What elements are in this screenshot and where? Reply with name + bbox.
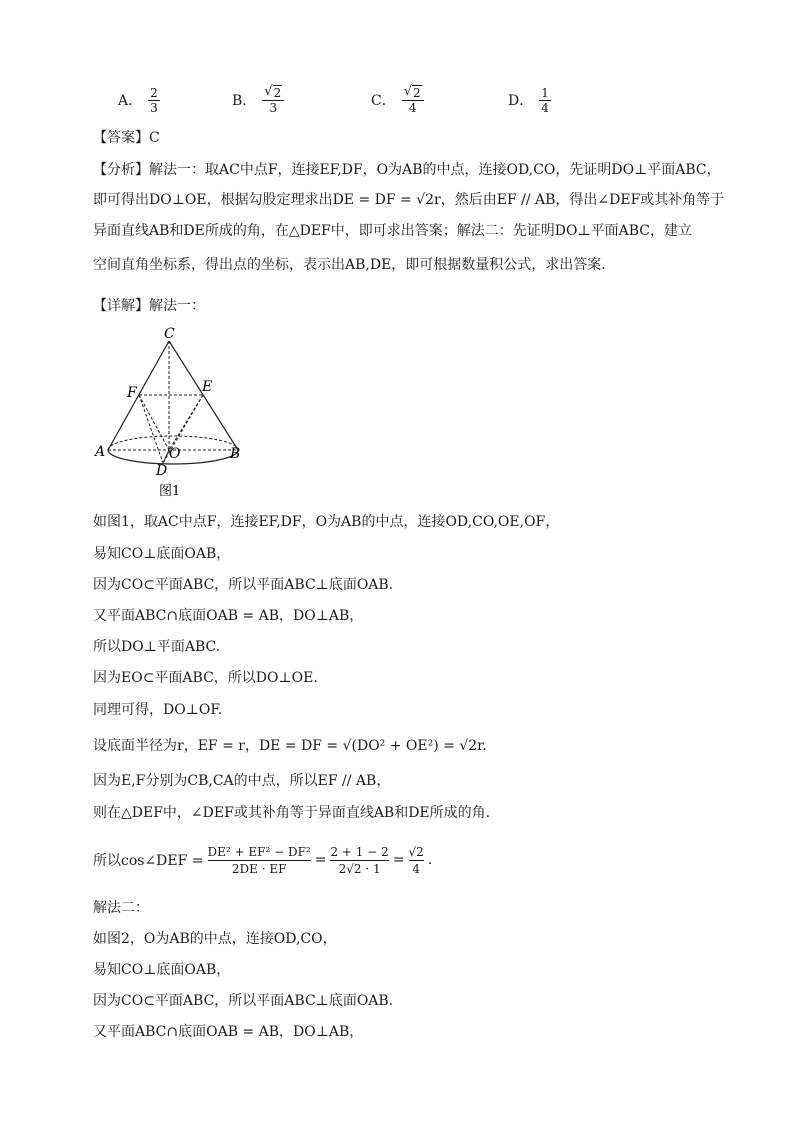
solution2-line-3: 因为CO⊂平面ABC，所以平面ABC⊥底面OAB. bbox=[93, 993, 394, 1009]
cosine-formula: 所以cos∠DEF = DE² + EF² − DF² 2DE · EF = 2 + 1 − 2 2√2 · 1 = √2 4 . bbox=[93, 844, 433, 876]
figure-caption: 图1 bbox=[159, 484, 181, 499]
solution2-line-4: 又平面ABC∩底面OAB = AB，DO⊥AB， bbox=[93, 1024, 364, 1040]
choice-b bbox=[232, 80, 284, 120]
detail-text: 解法一： bbox=[149, 298, 205, 314]
answer-line bbox=[93, 128, 713, 148]
choice-d-fraction bbox=[539, 86, 551, 115]
analysis-line-2: 即可得出DO⊥OE，根据勾股定理求出DE = DF = √2r，然后由EF // AB，得出∠DEF或其补角等于 bbox=[93, 192, 725, 208]
label-o: O bbox=[169, 446, 181, 462]
solution2-line-2: 易知CO⊥底面OAB， bbox=[93, 962, 231, 978]
choice-b-den: 3 bbox=[269, 101, 278, 115]
formula-den-2: 2√2 · 1 bbox=[338, 861, 381, 876]
label-d: D bbox=[156, 463, 168, 479]
solution1-line-1: 如图1，取AC中点F，连接EF,DF，O为AB的中点，连接OD,CO,OE,OF， bbox=[93, 514, 560, 530]
choice-c-fraction: √ 2 4 bbox=[402, 85, 424, 115]
choice-b-letter: B． bbox=[232, 93, 257, 109]
formula-num-2: 2 + 1 − 2 bbox=[330, 844, 389, 859]
solution1-line-2: 易知CO⊥底面OAB， bbox=[93, 546, 231, 562]
detail-label: 【详解】 bbox=[93, 298, 149, 314]
detail-line bbox=[93, 296, 713, 316]
label-e: E bbox=[202, 379, 213, 395]
label-b: B bbox=[230, 446, 241, 462]
solution1-line-9: 因为E,F分别为CB,CA的中点，所以EF // AB， bbox=[93, 773, 391, 789]
formula-den-3: 4 bbox=[412, 861, 420, 876]
label-c: C bbox=[164, 326, 175, 342]
choice-b-fraction: √ 2 3 bbox=[262, 85, 284, 115]
choice-c-letter: C． bbox=[371, 93, 396, 109]
segment-fo bbox=[139, 395, 169, 450]
formula-prefix: 所以cos∠DEF = bbox=[93, 853, 204, 869]
choice-a-letter: A． bbox=[118, 93, 143, 109]
formula-frac-1 bbox=[208, 844, 311, 877]
formula-suffix: . bbox=[427, 852, 433, 868]
analysis-text-1: 解法一：取AC中点F，连接EF,DF，O为AB的中点，连接OD,CO，先证明DO⊥平面ABC， bbox=[149, 162, 721, 178]
solution1-line-6: 因为EO⊂平面ABC，所以DO⊥OE. bbox=[93, 670, 318, 686]
analysis-label: 【分析】 bbox=[93, 162, 149, 178]
solution1-line-10: 则在△DEF中，∠DEF或其补角等于异面直线AB和DE所成的角. bbox=[93, 805, 491, 821]
solution1-line-5: 所以DO⊥平面ABC. bbox=[93, 639, 221, 655]
formula-frac-2 bbox=[330, 844, 388, 877]
segment-fd bbox=[139, 395, 163, 463]
formula-num-1: DE² + EF² − DF² bbox=[207, 844, 311, 859]
formula-den-1: 2DE · EF bbox=[231, 861, 287, 876]
choice-d-num: 1 bbox=[541, 85, 549, 100]
answer-choices bbox=[118, 80, 638, 124]
choice-a-den: 3 bbox=[150, 100, 158, 115]
choice-c-num: 2 bbox=[413, 86, 421, 100]
cone-diagram bbox=[93, 325, 253, 505]
choice-c-den: 4 bbox=[408, 101, 417, 115]
solution1-line-8: 设底面半径为r，EF = r，DE = DF = √(DO² + OE²) = √2r. bbox=[93, 738, 487, 754]
formula-frac-3 bbox=[409, 844, 424, 877]
choice-d-den: 4 bbox=[541, 100, 549, 115]
cone-figure bbox=[93, 325, 253, 505]
choice-c bbox=[371, 80, 424, 120]
solution2-line-1: 如图2，O为AB的中点，连接OD,CO， bbox=[93, 931, 337, 947]
choice-a-fraction bbox=[148, 86, 160, 115]
choice-d-letter: D． bbox=[508, 93, 534, 109]
choice-a-num: 2 bbox=[150, 85, 158, 100]
choice-d bbox=[508, 80, 551, 120]
label-f: F bbox=[127, 385, 137, 401]
segment-eo bbox=[169, 395, 203, 450]
formula-num-3: √2 bbox=[408, 844, 424, 859]
choice-a bbox=[118, 80, 160, 120]
answer-value: C bbox=[149, 130, 160, 146]
choice-b-num: 2 bbox=[273, 86, 282, 100]
solution2-label: 解法二： bbox=[93, 900, 149, 916]
analysis-line-1 bbox=[93, 160, 721, 180]
analysis-line-3: 异面直线AB和DE所成的角，在△DEF中，即可求出答案；解法二：先证明DO⊥平面ABC，建立 bbox=[93, 223, 693, 239]
label-a: A bbox=[95, 444, 106, 460]
solution1-line-4: 又平面ABC∩底面OAB = AB，DO⊥AB， bbox=[93, 608, 364, 624]
analysis-line-4: 空间直角坐标系，得出点的坐标，表示出AB,DE，即可根据数量积公式，求出答案. bbox=[93, 257, 606, 273]
answer-label: 【答案】 bbox=[93, 130, 149, 146]
solution1-line-7: 同理可得，DO⊥OF. bbox=[93, 702, 223, 718]
solution1-line-3: 因为CO⊂平面ABC，所以平面ABC⊥底面OAB. bbox=[93, 577, 394, 593]
